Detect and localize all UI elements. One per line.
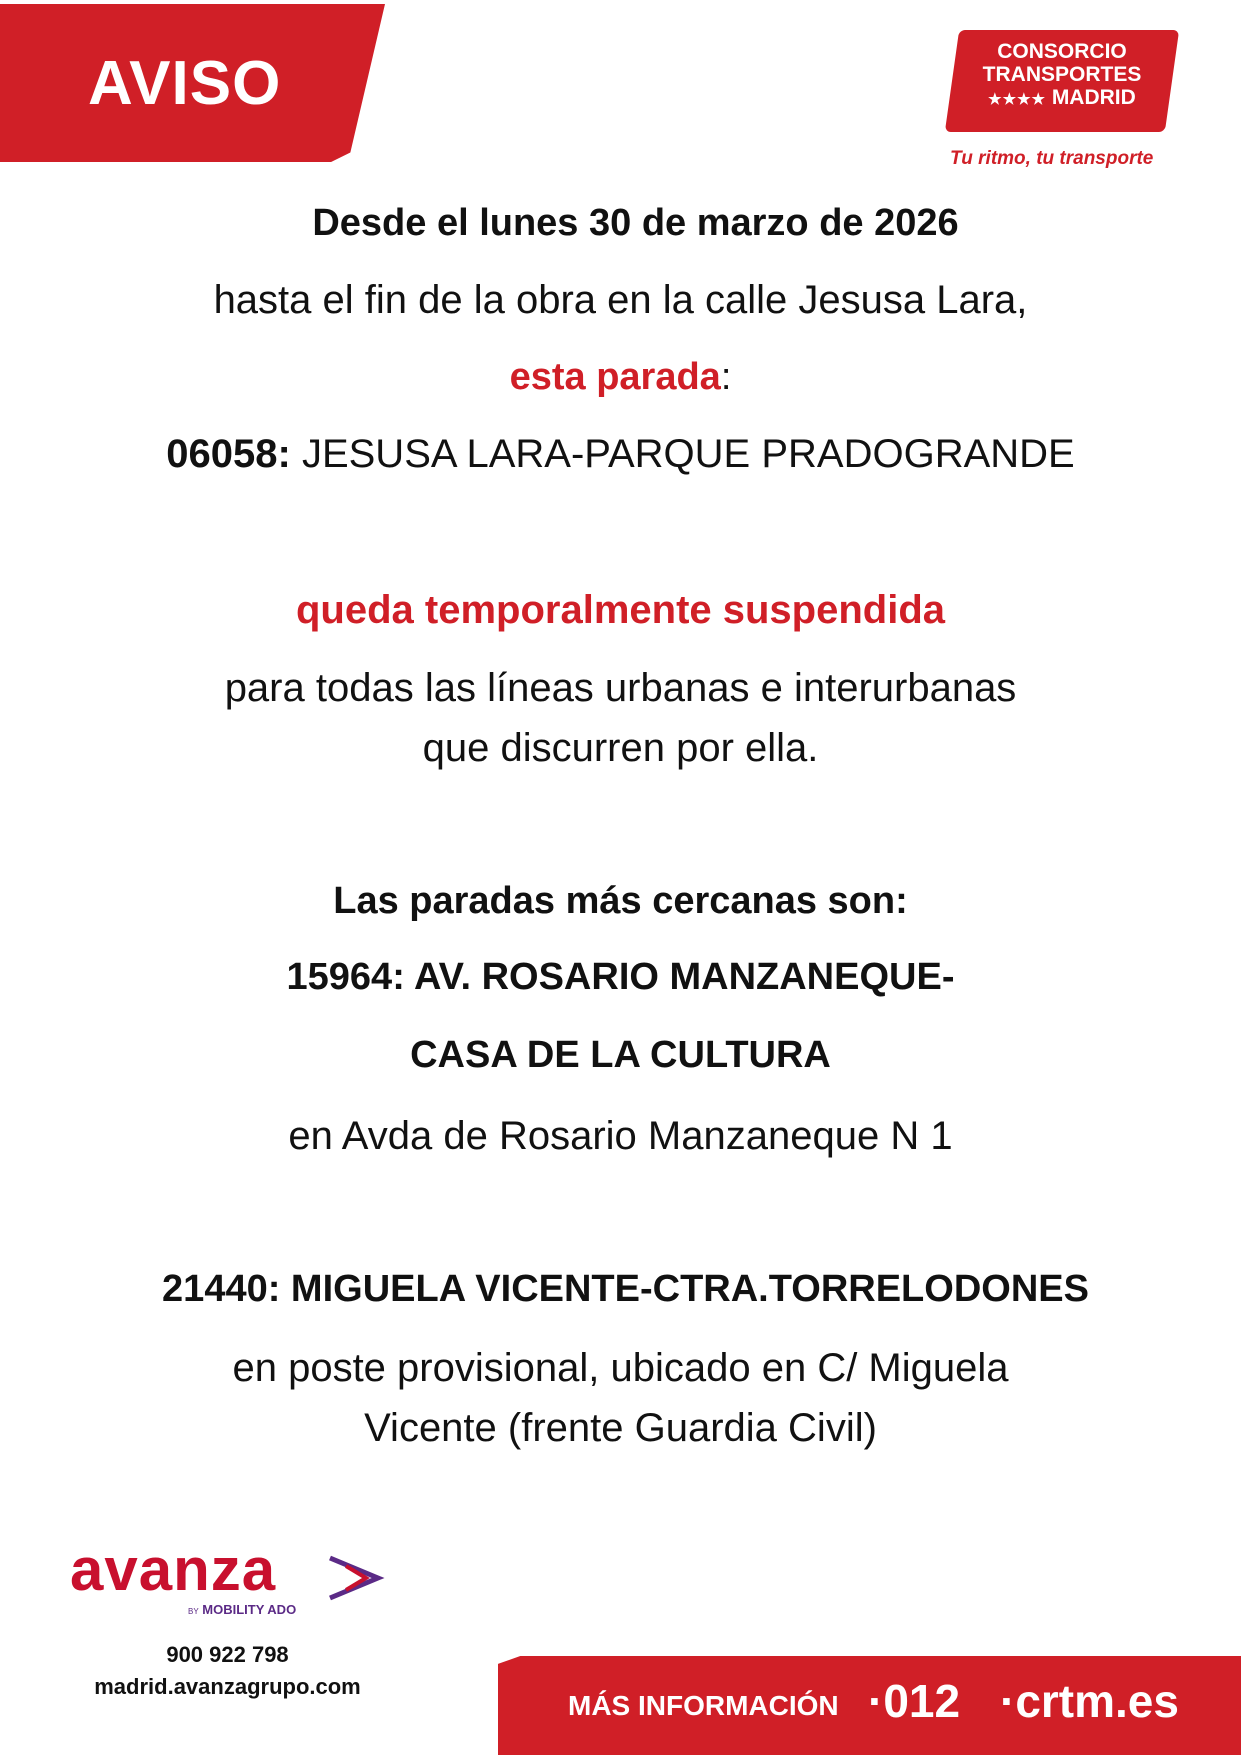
nearby-stop1-line1	[0, 956, 1241, 999]
suspended-stop-code: 06058:	[166, 432, 291, 476]
info-website[interactable]: ·crtm.es	[1000, 1675, 1179, 1727]
nearby-stop1-code: 15964	[286, 956, 393, 998]
date-line: Desde el lunes 30 de marzo de 2026	[312, 202, 959, 244]
crtm-slogan: Tu ritmo, tu transporte	[950, 148, 1154, 169]
info-phone: ·012	[868, 1675, 961, 1727]
nearby-stop1-name-line1: : AV. ROSARIO MANZANEQUE-	[392, 956, 955, 998]
nearby-stop1-name-line2: CASA DE LA CULTURA	[410, 1034, 831, 1076]
avanza-website[interactable]: madrid.avanzagrupo.com	[94, 1674, 361, 1699]
reason-line: hasta el fin de la obra en la calle Jesusa Lara,	[213, 278, 1028, 322]
crtm-logo-line1: CONSORCIO	[997, 40, 1127, 63]
nearby-stop2-title: 21440: MIGUELA VICENTE-CTRA.TORRELODONES	[162, 1268, 1089, 1310]
nearby-stop2-location-line2: Vicente (frente Guardia Civil)	[364, 1406, 877, 1450]
avanza-wordmark: avanza	[70, 1536, 277, 1603]
suspended-stop-name: JESUSA LARA-PARQUE PRADOGRANDE	[290, 432, 1075, 476]
aviso-label: AVISO	[88, 49, 282, 118]
avanza-chevron-icon	[326, 1552, 386, 1604]
nearby-heading: Las paradas más cercanas son:	[333, 880, 908, 922]
suspended-stop-line	[0, 432, 1241, 477]
avanza-mobility-ado: MOBILITY ADO	[202, 1602, 297, 1617]
crtm-logo	[962, 40, 1162, 111]
avanza-phone: 900 922 798	[166, 1642, 289, 1667]
avanza-by: BY	[188, 1607, 199, 1616]
crtm-logo-line2: TRANSPORTES	[982, 63, 1142, 86]
avanza-logo	[70, 1536, 400, 1620]
avanza-subtitle	[188, 1602, 296, 1617]
nearby-stop2-location-line1: en poste provisional, ubicado en C/ Miguela	[232, 1346, 1009, 1390]
stars-icon: ★★★★	[988, 91, 1046, 108]
stop-intro: esta parada	[509, 356, 721, 398]
crtm-logo-line3: MADRID	[1051, 86, 1136, 109]
crtm-logo-line3-row	[962, 86, 1162, 111]
nearby-stop1-location: en Avda de Rosario Manzaneque N 1	[288, 1114, 953, 1158]
suspension-status: queda temporalmente suspendida	[295, 588, 946, 632]
stop-intro-line	[0, 356, 1241, 399]
scope-line-1: para todas las líneas urbanas e interurbanas	[224, 666, 1017, 710]
stop-intro-colon: :	[720, 356, 732, 398]
scope-line-2: que discurren por ella.	[422, 726, 819, 770]
more-info-label: MÁS INFORMACIÓN	[568, 1690, 839, 1721]
